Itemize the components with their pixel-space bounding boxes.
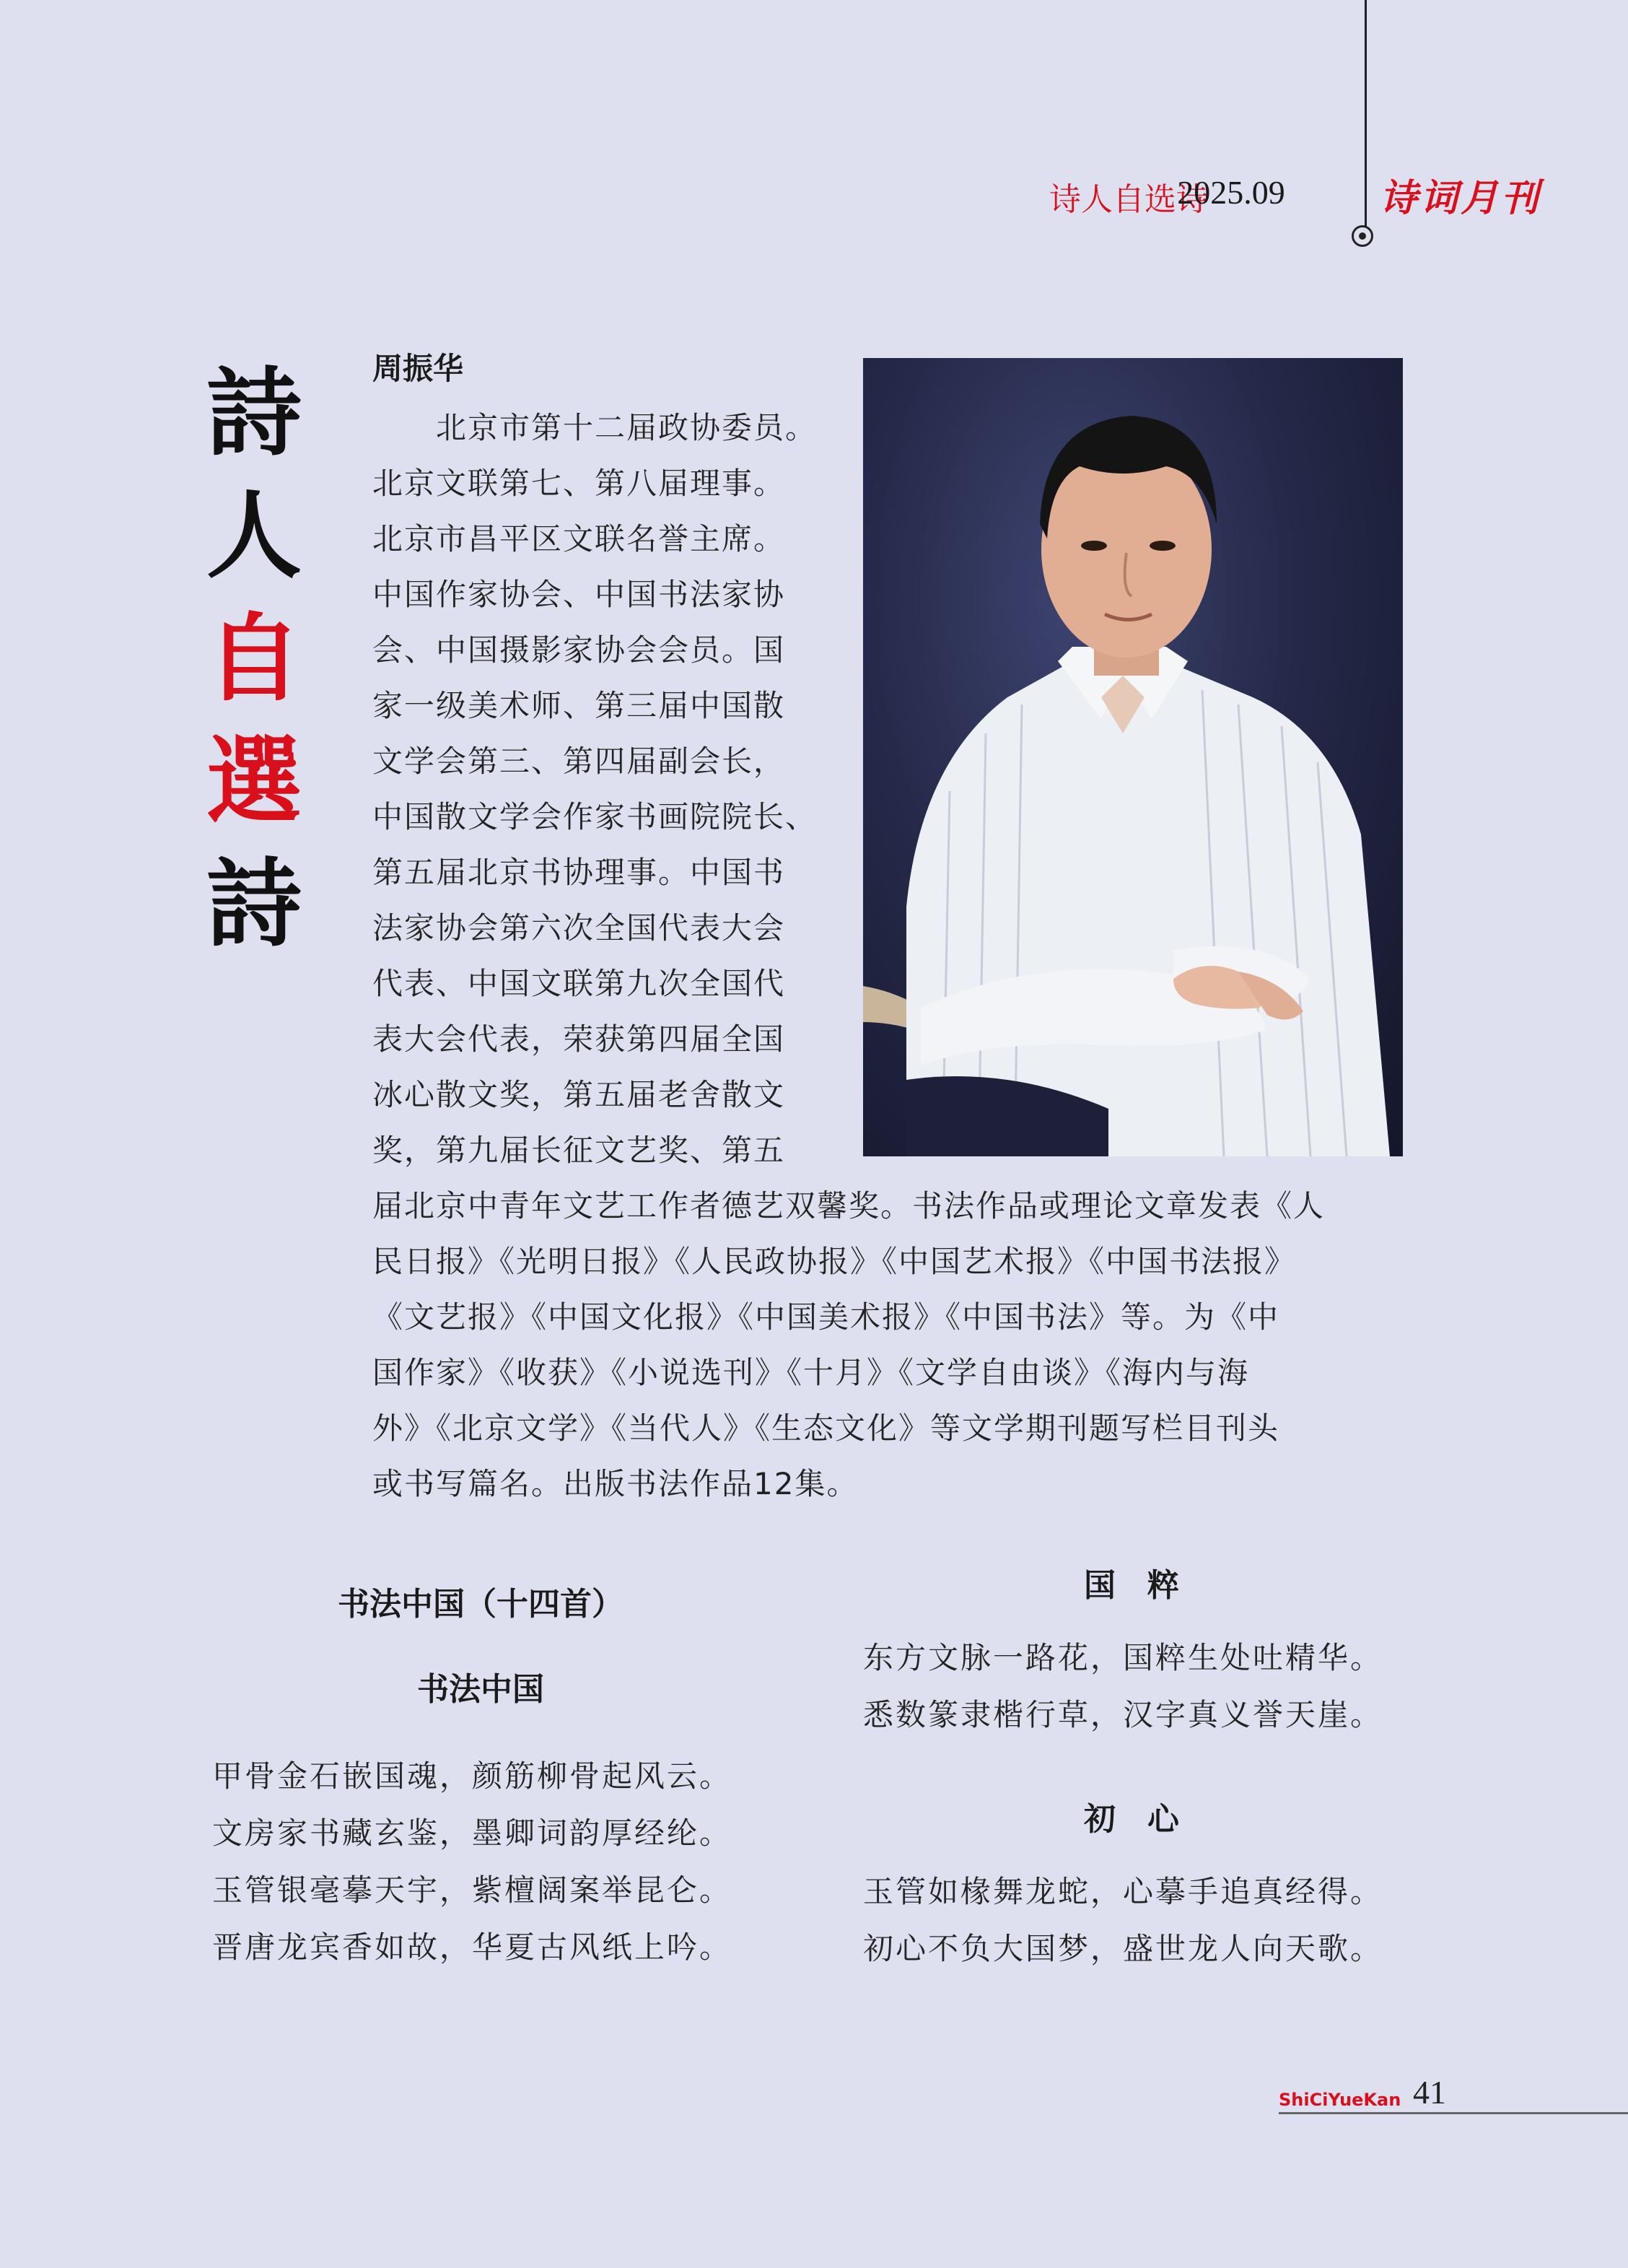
bio-line: 奖，第九届长征文艺奖、第五 [372,1133,786,1168]
poet-portrait-photo [863,358,1403,1156]
header-section-title: 诗人自选诗 [1049,181,1208,218]
bio-line: 北京市昌平区文联名誉主席。 [372,521,786,557]
bio-line: 外》《北京文学》《当代人》《生态文化》等文学期刊题写栏目刊头 [372,1410,1280,1446]
vertical-title-char: 人 [206,480,302,592]
bio-line: 北京市第十二届政协委员。 [372,410,818,445]
bio-line: 民日报》《光明日报》《人民政协报》《中国艺术报》《中国书法报》 [372,1244,1297,1279]
bio-line: 中国作家协会、中国书法家协 [372,577,786,612]
bio-line: 代表、中国文联第九次全国代 [372,966,786,1001]
bio-line: 《文艺报》《中国文化报》《中国美术报》《中国书法》等。为《中 [372,1299,1280,1335]
bio-line: 家一级美术师、第三届中国散 [372,688,786,723]
poem-line: 初心不负大国梦，盛世龙人向天歌。 [863,1931,1383,1966]
header-issue: 2025.09 [1177,174,1285,211]
header-divider-line [1365,0,1367,228]
bio-line: 文学会第三、第四届副会长， [372,743,786,779]
poem-title: 国 粹 [1084,1567,1179,1604]
bio-line: 冰心散文奖，第五届老舍散文 [372,1077,786,1112]
bio-line: 会、中国摄影家协会会员。国 [372,632,786,668]
vertical-title-char: 詩 [206,357,302,469]
poem-title: 初 心 [1084,1801,1179,1838]
poem-line: 文房家书藏玄鉴，墨卿词韵厚经纶。 [212,1815,732,1851]
bio-line: 国作家》《收获》《小说选刊》《十月》《文学自由谈》《海内与海 [372,1355,1250,1390]
poem-line: 晋唐龙宾香如故，华夏古风纸上吟。 [212,1929,732,1965]
bio-line: 表大会代表，荣获第四届全国 [372,1021,786,1057]
poem-line: 东方文脉一路花，国粹生处吐精华。 [863,1640,1383,1675]
bio-line: 法家协会第六次全国代表大会 [372,910,786,946]
poet-name: 周振华 [372,351,464,386]
poem-line: 玉管如椽舞龙蛇，心摹手追真经得。 [863,1874,1383,1909]
poem-line: 悉数篆隶楷行草，汉字真义誉天崖。 [863,1697,1383,1732]
poem-title: 书法中国 [417,1671,544,1708]
bio-line: 届北京中青年文艺工作者德艺双馨奖。书法作品或理论文章发表《人 [372,1188,1326,1224]
bio-line: 或书写篇名。出版书法作品12集。 [372,1466,859,1501]
poem-line: 甲骨金石嵌国魂，颜筋柳骨起风云。 [212,1758,732,1794]
vertical-title-char: 選 [206,725,302,837]
poem-line: 玉管银毫摹天宇，紫檀阔案举昆仑。 [212,1872,732,1908]
vertical-title-char: 詩 [206,848,302,960]
poem-series-title: 书法中国（十四首） [338,1586,623,1623]
vertical-title-char: 自 [206,603,302,715]
header-bullet-icon [1352,225,1373,247]
bio-line: 第五届北京书协理事。中国书 [372,855,786,890]
footer-rule [1279,2112,1628,2114]
bio-line: 北京文联第七、第八届理事。 [372,466,786,501]
footer-brand: ShiCiYueKan [1279,2090,1401,2110]
page-number: 41 [1413,2074,1446,2111]
bio-line: 中国散文学会作家书画院院长、 [372,799,818,834]
vertical-column-title [204,352,305,966]
header-magazine-logo: 诗词月刊 [1380,176,1542,220]
